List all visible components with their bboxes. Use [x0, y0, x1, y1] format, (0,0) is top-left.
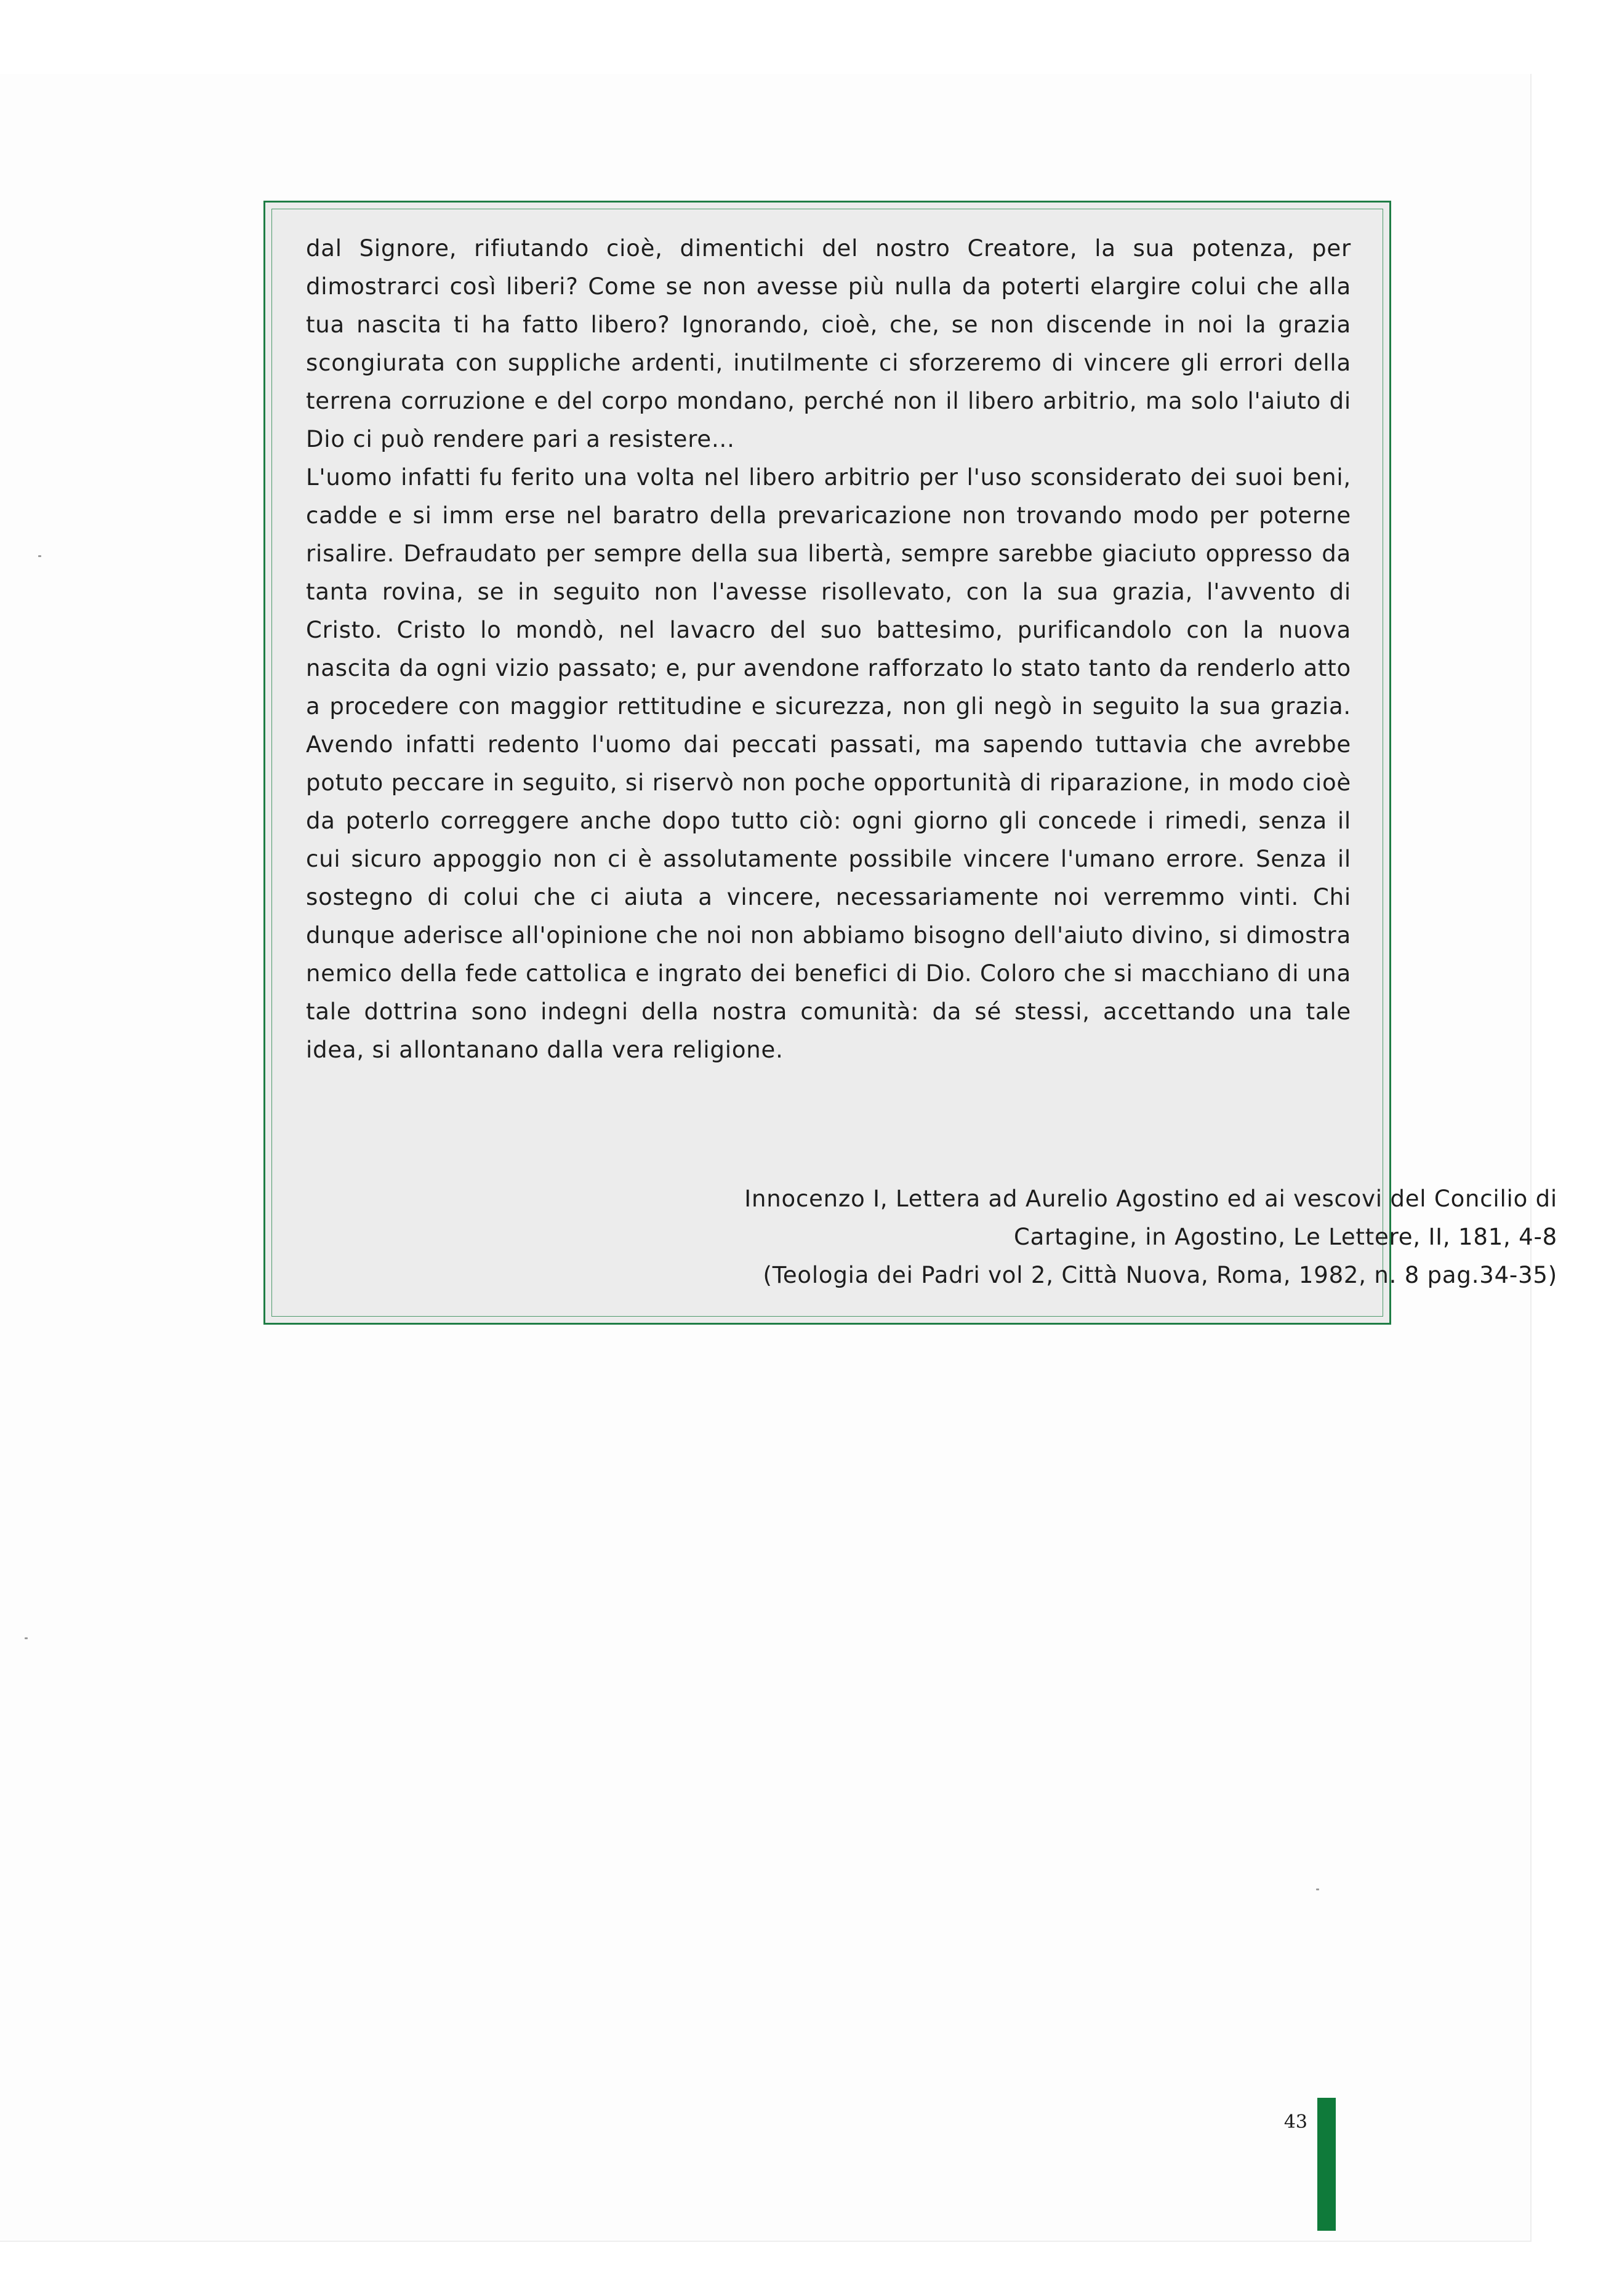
quote-box — [263, 201, 1391, 1325]
quote-text — [306, 230, 1351, 1069]
citation-line-1: Innocenzo I, Lettera ad Aurelio Agostino ed ai vescovi del Concilio di — [744, 1186, 1557, 1212]
page-number: 43 — [1283, 2111, 1307, 2133]
quote-paragraph-2: L'uomo infatti fu ferito una volta nel libero arbitrio per l'uso sconsiderato dei suoi beni, cadde e si imm erse nel baratro della prevaricazione non trovando modo per poterne risalire. Defraudato per sempre della sua libertà, sempre sarebbe giaciuto oppresso da tanta rovina, se in seguito non l'avesse risollevato, con la sua grazia, l'avvento di Cristo. Cristo lo mondò, nel lavacro del suo battesimo, purificandolo con la nuova nascita da ogni vizio passato; e, pur avendone rafforzato lo stato tanto da renderlo atto a procedere con maggior rettitudine e sicurezza, non gli negò in seguito la sua grazia. Avendo infatti redento l'uomo dai peccati passati, ma sapendo tuttavia che avrebbe potuto peccare in seguito, si riservò non poche opportunità di riparazione, in modo cioè da poterlo correggere anche dopo tutto ciò: ogni giorno gli concede i rimedi, senza il cui sicuro appoggio non ci è assolutamente possibile vincere l'umano errore. Senza il sostegno di colui che ci aiuta a vincere, necessariamente noi verremmo vinti. Chi dunque aderisce all'opinione che noi non abbiamo bisogno dell'aiuto divino, si dimostra nemico della fede cattolica e ingrato dei benefici di Dio. Coloro che si macchiano di una tale dottrina sono indegni della nostra comunità: da sé stessi, accettando una tale idea, si allontanano dalla vera religione. — [306, 464, 1351, 1063]
page-accent-bar — [1317, 2098, 1336, 2231]
scan-speck — [25, 1637, 28, 1639]
scan-speck — [38, 555, 41, 557]
citation — [511, 1180, 1557, 1295]
scan-speck — [1316, 1889, 1319, 1890]
citation-line-3: (Teologia dei Padri vol 2, Città Nuova, Roma, 1982, n. 8 pag.34-35) — [763, 1262, 1557, 1288]
citation-line-2: Cartagine, in Agostino, Le Lettere, II, 181, 4-8 — [1013, 1224, 1557, 1250]
quote-paragraph-1: dal Signore, rifiutando cioè, dimentichi del nostro Creatore, la sua potenza, per dimostrarci così liberi? Come se non avesse più nulla da poterti elargire colui che alla tua nascita ti ha fatto libero? Ignorando, cioè, che, se non discende in noi la grazia scongiurata con suppliche ardenti, inutilmente ci sforzeremo di vincere gli errori della terrena corruzione e del corpo mondano, perché non il libero arbitrio, ma solo l'aiuto di Dio ci può rendere pari a resistere... — [306, 235, 1351, 452]
